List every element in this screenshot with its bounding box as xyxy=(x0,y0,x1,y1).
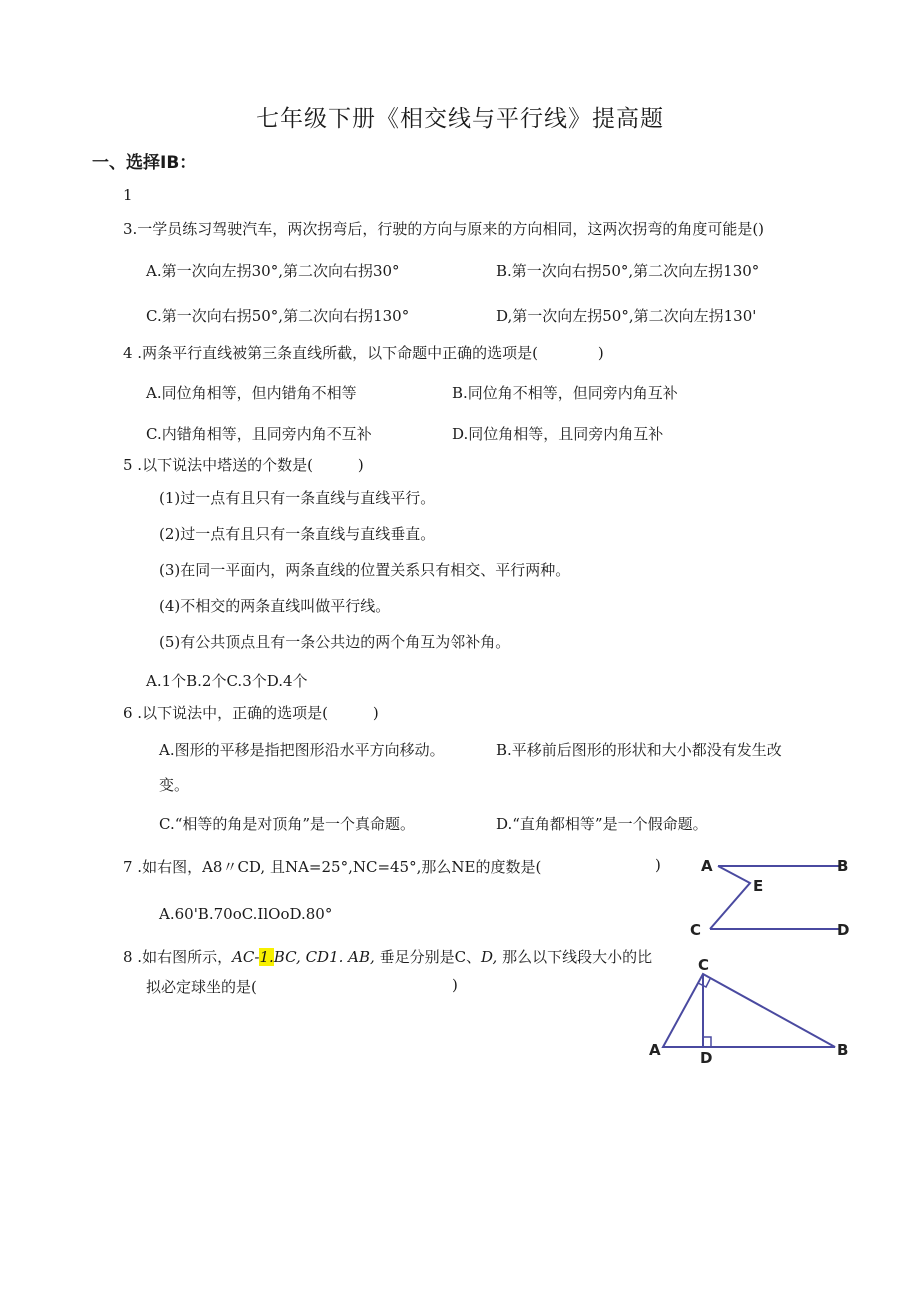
q8-prefix: 8 .如右图所示， xyxy=(123,948,233,966)
q3-option-d: D,第一次向左拐50°,第二次向左拐130' xyxy=(496,307,757,325)
q4-option-d: D.同位角相等，且同旁内角互补 xyxy=(452,425,664,443)
q7-stem: 7 .如右图，A8〃CD, 且NA=25°,NC=45°,那么NE的度数是( xyxy=(123,858,542,876)
q3-option-a: A.第一次向左拐30°,第二次向右拐30° xyxy=(146,262,400,280)
q5-statement-2: (2)过一点有且只有一条直线与直线垂直。 xyxy=(159,525,436,543)
label-c: C xyxy=(690,921,702,939)
q7-figure-lines xyxy=(710,866,840,929)
q8-highlight: 1. xyxy=(259,948,274,966)
page-title: 七年级下册《相交线与平行线》提高题 xyxy=(256,106,664,132)
q5-options: A.1个B.2个C.3个D.4个 xyxy=(146,672,308,690)
triangle-abc xyxy=(663,974,835,1047)
q4-option-c: C.内错角相等，且同旁内角不互补 xyxy=(146,425,372,443)
section-heading: 一、选择IB： xyxy=(92,153,197,173)
label-a: A xyxy=(701,857,713,875)
q8-ac: AC- xyxy=(232,948,260,966)
q3-option-b: B.第一次向右拐50°,第二次向左拐130° xyxy=(496,262,760,280)
label-e: E xyxy=(753,877,764,895)
q8-figure-lines xyxy=(663,974,835,1047)
q3-option-c: C.第一次向右拐50°,第二次向右拐130° xyxy=(146,307,410,325)
label-b: B xyxy=(837,857,849,875)
q6-option-d: D.“直角都相等”是一个假命题。 xyxy=(496,815,708,833)
label-c: C xyxy=(698,956,710,974)
q4-option-b: B.同位角不相等，但同旁内角互补 xyxy=(452,384,678,402)
q5-statement-3: (3)在同一平面内，两条直线的位置关系只有相交、平行两种。 xyxy=(159,561,571,579)
q5-statement-1: (1)过一点有且只有一条直线与直线平行。 xyxy=(159,489,436,507)
q5-stem: 5 .以下说法中塔送的个数是( ) xyxy=(123,456,364,474)
right-angle-d xyxy=(703,1037,711,1047)
q7-figure xyxy=(690,850,860,945)
q8-bc-cd-ab: BC, CD1. AB, xyxy=(273,948,375,966)
q8-figure xyxy=(645,952,855,1067)
q6-option-a: A.图形的平移是指把图形沿水平方向移动。 xyxy=(159,741,445,759)
q6-stem: 6 .以下说法中，正确的选项是( ) xyxy=(123,704,379,722)
q8-suffix: 垂足分别是C、 xyxy=(374,948,482,966)
line-aec xyxy=(710,866,750,929)
q8-stem-line1 xyxy=(123,946,652,967)
q6-option-c: C.“相等的角是对顶角”是一个真命题。 xyxy=(159,815,416,833)
q5-statement-5: (5)有公共顶点且有一条公共边的两个角互为邻补角。 xyxy=(159,633,511,651)
q7-close-paren: ) xyxy=(655,856,661,874)
q5-statement-4: (4)不相交的两条直线叫做平行线。 xyxy=(159,597,391,615)
q4-option-a: A.同位角相等，但内错角不相等 xyxy=(146,384,357,402)
q8-tail: 那么以下线段大小的比 xyxy=(497,948,653,966)
q7-options: A.60'B.70oC.IlOoD.80° xyxy=(159,905,333,923)
q8-d: D, xyxy=(481,948,498,966)
q8-stem-line2: 拟必定球坐的是( xyxy=(146,978,257,996)
stray-number: 1 xyxy=(123,186,133,204)
label-a: A xyxy=(649,1041,661,1059)
q3-stem: 3.一学员练习驾驶汽车，两次拐弯后，行驶的方向与原来的方向相同，这两次拐弯的角度可能是() xyxy=(123,220,765,238)
label-d: D xyxy=(837,921,850,939)
q8-close-paren: ) xyxy=(452,976,458,994)
q6-option-b-continued: 变。 xyxy=(159,776,190,794)
q4-stem: 4 .两条平行直线被第三条直线所截，以下命题中正确的选项是( ) xyxy=(123,344,604,362)
label-d: D xyxy=(700,1049,713,1067)
q6-option-b: B.平移前后图形的形状和大小都没有发生改 xyxy=(496,741,782,759)
label-b: B xyxy=(837,1041,849,1059)
